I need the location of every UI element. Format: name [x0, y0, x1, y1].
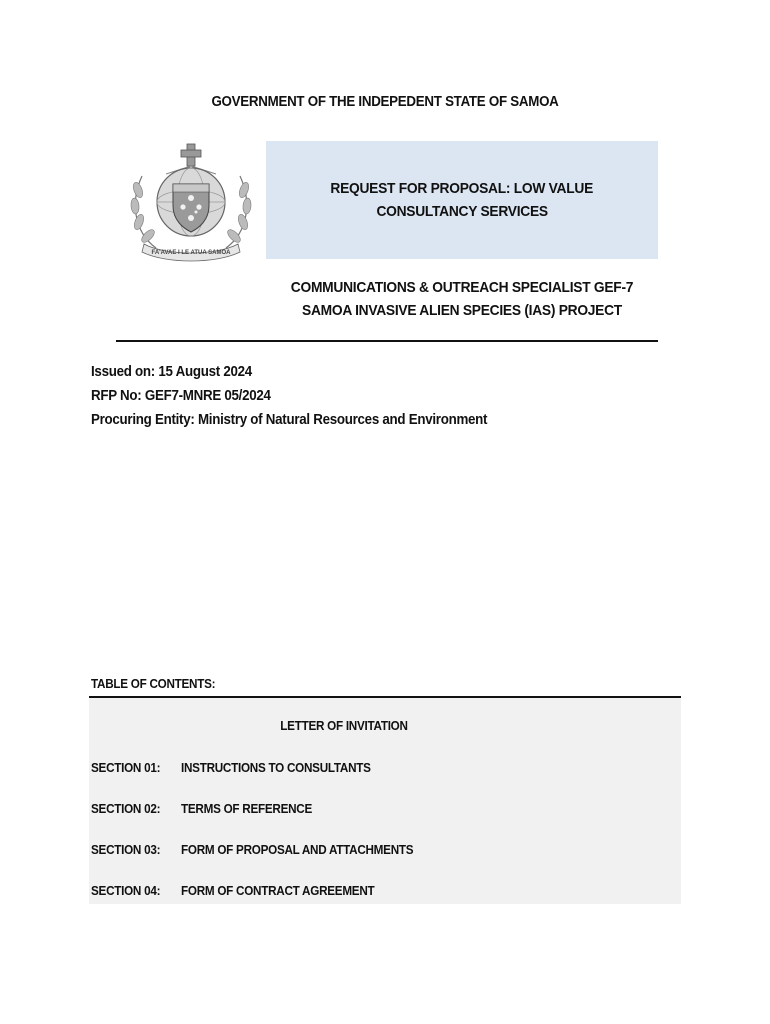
toc-section-title: TERMS OF REFERENCE — [181, 801, 313, 816]
toc-section-title: INSTRUCTIONS TO CONSULTANTS — [181, 760, 371, 775]
toc-item — [91, 883, 396, 903]
government-title: GOVERNMENT OF THE INDEPEDENT STATE OF SAMOA — [211, 94, 559, 110]
toc-item — [91, 801, 327, 821]
toc-section-number: SECTION 01: — [91, 760, 161, 775]
procuring-entity: Procuring Entity: Ministry of Natural Resources and Environment — [91, 412, 488, 428]
toc-section-number: SECTION 02: — [91, 801, 161, 816]
rfp-number: RFP No: GEF7-MNRE 05/2024 — [91, 388, 271, 404]
toc-letter-of-invitation: LETTER OF INVITATION — [280, 718, 408, 733]
toc-section-title: FORM OF PROPOSAL AND ATTACHMENTS — [181, 842, 414, 857]
rfp-title-line-1: REQUEST FOR PROPOSAL: LOW VALUE — [330, 180, 594, 197]
issued-date: Issued on: 15 August 2024 — [91, 364, 252, 380]
project-title — [266, 276, 658, 322]
seal-motto: FA'AVAE I LE ATUA SAMOA — [151, 250, 231, 256]
toc-heading: TABLE OF CONTENTS: — [91, 676, 216, 691]
rfp-title-line-2: CONSULTANCY SERVICES — [376, 203, 548, 220]
rfp-title-box — [266, 141, 658, 259]
header-divider — [116, 340, 658, 342]
toc-item — [91, 842, 439, 862]
toc-section-number: SECTION 04: — [91, 883, 161, 898]
samoa-coat-of-arms-seal — [126, 140, 256, 265]
project-title-line-1: COMMUNICATIONS & OUTREACH SPECIALIST GEF-7 — [290, 279, 634, 296]
document-metadata — [91, 360, 522, 432]
toc-section-number: SECTION 03: — [91, 842, 161, 857]
toc-item — [91, 760, 392, 780]
project-title-line-2: SAMOA INVASIVE ALIEN SPECIES (IAS) PROJECT — [302, 302, 622, 319]
toc-section-title: FORM OF CONTRACT AGREEMENT — [181, 883, 375, 898]
table-of-contents — [89, 698, 681, 904]
